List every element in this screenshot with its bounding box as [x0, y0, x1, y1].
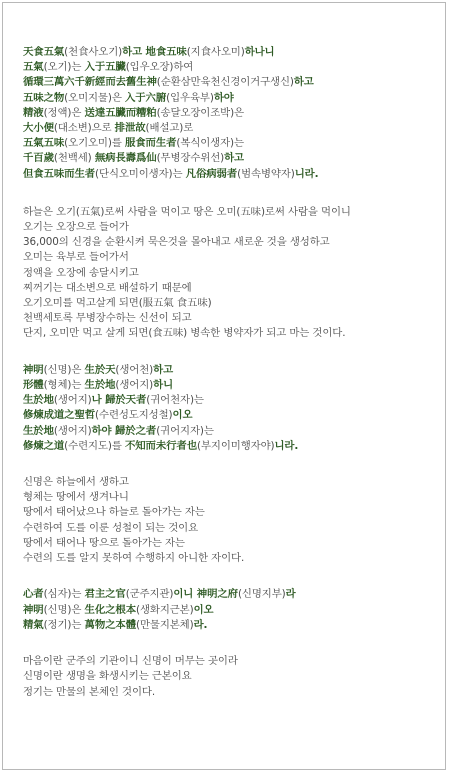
reading-text: (오미지물)은 [64, 91, 125, 104]
hanja-phrase: 五氣五味 [23, 137, 65, 150]
mixed-line [23, 378, 437, 393]
hanja-phrase: 入于六腑 [124, 91, 167, 104]
section-hanja-1 [23, 45, 437, 182]
hanja-phrase: 修煉之道 [23, 439, 65, 452]
mixed-line [23, 136, 437, 151]
hanja-phrase: 無病長壽爲仙 [94, 152, 157, 165]
reading-text: (신명)은 [43, 363, 85, 376]
reading-text: (송달오장이조박)은 [156, 106, 244, 119]
hanja-phrase: 하야 [91, 424, 116, 437]
reading-text: (정액)은 [43, 106, 85, 119]
hanja-phrase: 君主之官 [84, 588, 126, 601]
reading-text: (입우육부) [166, 91, 214, 104]
text-line: 오기오미를 먹고살게 되면(服五氣 食五味) [23, 297, 212, 309]
text-line: 수련의 도를 알지 못하여 수행하지 아니한 자이다. [23, 552, 245, 564]
mixed-line [23, 393, 437, 408]
mixed-line [23, 424, 437, 439]
mixed-line [23, 75, 437, 90]
reading-text: (범속병약자) [237, 167, 295, 180]
hanja-phrase: 이오 [193, 603, 214, 616]
mixed-line [23, 408, 437, 423]
hanja-phrase: 이오 [172, 409, 193, 422]
reading-text: 食 [78, 46, 89, 58]
hanja-phrase: 하야 [213, 91, 234, 104]
text-line: 정액을 오장에 송달시키고 [23, 266, 139, 279]
text-line: 천백세토록 무병장수하는 신선이 되고 [23, 312, 192, 325]
text-line: 오기는 오장으로 들어가 [23, 221, 129, 234]
hanja-phrase: 歸於之者 [115, 424, 157, 437]
hanja-phrase: 精氣 [23, 618, 44, 631]
section-hanja-3 [23, 587, 437, 633]
reading-text: (천 [64, 46, 79, 58]
reading-text: (천백세) [53, 152, 95, 165]
mixed-line [23, 45, 437, 60]
reading-text: (단식오미이생자)는 [95, 167, 186, 180]
hanja-phrase: 精液 [23, 106, 44, 119]
hanja-phrase: 循環三萬六千新經而去舊生神 [23, 76, 157, 89]
mixed-line [23, 60, 437, 75]
hanja-phrase: 歸於天者 [105, 394, 147, 407]
hanja-phrase: 니라. [274, 439, 299, 452]
hanja-phrase: 但食五味而生者 [23, 167, 96, 180]
hanja-phrase: 하고 [224, 152, 244, 165]
reading-text: (만물지본체) [135, 618, 194, 631]
hanja-phrase: 神明 [23, 603, 44, 616]
hanja-phrase: 心者 [23, 588, 44, 601]
hanja-phrase: 生於天 [84, 363, 116, 376]
hanja-phrase: 하고 [122, 46, 146, 58]
hanja-phrase: 生化之根本 [84, 603, 136, 616]
text-line: 36,000의 신경을 순환시켜 묵은것을 몰아내고 새로운 것을 생성하고 [23, 236, 330, 249]
hanja-phrase: 神明之府 [196, 588, 238, 601]
text-line: 수련하여 도를 이룬 성철이 되는 것이요 [23, 521, 199, 534]
hanja-phrase: 大小便 [23, 121, 54, 134]
hanja-phrase: 이니 [173, 588, 197, 601]
reading-text: (생어지) [53, 394, 92, 407]
hanja-phrase: 不知而未行者也 [124, 439, 198, 452]
hanja-phrase: 하고 [153, 363, 174, 376]
article-frame [2, 2, 446, 770]
text-line: 땅에서 태어났으나 하늘로 돌아가는 자는 [23, 506, 205, 519]
reading-text: (귀어천자)는 [146, 394, 204, 407]
reading-text: (귀어지자)는 [156, 424, 214, 437]
reading-text: (복식이생자)는 [176, 137, 244, 150]
reading-text: (신명)은 [43, 603, 85, 616]
text-line: 오미는 육부로 들어가서 [23, 251, 129, 264]
reading-text: 사오미) [210, 46, 245, 58]
reading-text: (대소변)으로 [53, 121, 115, 134]
hanja-phrase: 凡俗病弱者 [185, 167, 238, 180]
text-line: 단지, 오미만 먹고 살게 되면(食五味) 병속한 병약자가 되고 마는 것이다. [23, 327, 346, 340]
mixed-line [23, 106, 437, 121]
reading-text: (형체)는 [43, 378, 85, 391]
text-line: 하늘은 오기(五氣)로써 사람을 먹이고 땅은 오미(五味)로써 사람을 먹이니 [23, 205, 351, 218]
hanja-phrase: 入于五臟 [84, 61, 126, 74]
hanja-phrase: 天食五氣 [23, 46, 65, 58]
reading-text: (생화지근본) [135, 603, 194, 616]
reading-text: (지 [186, 46, 201, 58]
reading-text: (생어지) [115, 378, 154, 391]
reading-text: (신명지부) [237, 588, 286, 601]
reading-text: (배설고)로 [145, 121, 194, 134]
text-line: 찌꺼기는 대소변으로 배설하기 때문에 [23, 281, 192, 294]
article-content [23, 45, 437, 700]
hanja-phrase: 修煉成道之聖哲 [23, 409, 96, 422]
reading-text: (군주지관) [125, 588, 174, 601]
hanja-phrase: 形體 [23, 378, 44, 391]
text-line: 형체는 땅에서 생겨나니 [23, 491, 129, 504]
mixed-line [23, 363, 437, 378]
hanja-phrase: 千百歲 [23, 152, 54, 165]
reading-text: (정기)는 [43, 618, 85, 631]
hanja-phrase: 하니 [153, 378, 174, 391]
section-korean-1 [23, 205, 437, 342]
hanja-phrase: 五氣 [23, 61, 44, 74]
reading-text: (오기)는 [43, 61, 85, 74]
hanja-phrase: 生於地 [23, 424, 54, 437]
text-line: 정기는 만물의 본체인 것이다. [23, 685, 156, 698]
mixed-line [23, 618, 437, 633]
hanja-phrase: 하나니 [244, 46, 275, 58]
hanja-phrase: 라. [193, 618, 208, 631]
text-line: 마음이란 군주의 기관이니 신명이 머무는 곳이라 [23, 655, 238, 668]
mixed-line [23, 91, 437, 106]
reading-text: (입우오장)하여 [125, 61, 194, 74]
reading-text: (무병장수위선) [156, 152, 225, 165]
mixed-line [23, 167, 437, 182]
hanja-phrase: 나 [91, 394, 106, 407]
hanja-phrase: 生於地 [84, 378, 116, 391]
mixed-line [23, 439, 437, 454]
mixed-line [23, 121, 437, 136]
hanja-phrase: 萬物之本體 [84, 618, 136, 631]
hanja-phrase: 送達五臟而糟粕 [84, 106, 157, 119]
text-line: 땅에서 태어나 땅으로 돌아가는 자는 [23, 536, 185, 549]
hanja-phrase: 五味之物 [23, 91, 65, 104]
reading-text: (부지이미행자야) [197, 439, 275, 452]
reading-text: (수련지도)를 [64, 439, 125, 452]
text-line: 신명이란 생명을 화생시키는 근본이요 [23, 670, 192, 683]
reading-text: (생어천) [115, 363, 154, 376]
reading-text: (심자)는 [43, 588, 85, 601]
reading-text: (순환삼만육천신경이거구생신) [156, 76, 294, 89]
section-korean-2 [23, 475, 437, 566]
mixed-line [23, 603, 437, 618]
hanja-phrase: 排泄故 [114, 121, 146, 134]
reading-text: (생어지) [53, 424, 92, 437]
hanja-phrase: 라 [285, 588, 296, 601]
mixed-line [23, 587, 437, 602]
reading-text: 사오기) [88, 46, 123, 58]
reading-text: 食 [200, 46, 211, 58]
text-line: 신명은 하늘에서 생하고 [23, 476, 129, 489]
reading-text: (수련성도지성철) [95, 409, 173, 422]
hanja-phrase: 하고 [293, 76, 314, 89]
section-korean-3 [23, 654, 437, 700]
reading-text: (오기오미)를 [64, 137, 125, 150]
hanja-phrase: 니라. [294, 167, 319, 180]
mixed-line [23, 151, 437, 166]
hanja-phrase: 生於地 [23, 394, 54, 407]
hanja-phrase: 地食五味 [145, 46, 187, 58]
hanja-phrase: 神明 [23, 363, 44, 376]
hanja-phrase: 服食而生者 [124, 137, 177, 150]
section-hanja-2 [23, 363, 437, 454]
